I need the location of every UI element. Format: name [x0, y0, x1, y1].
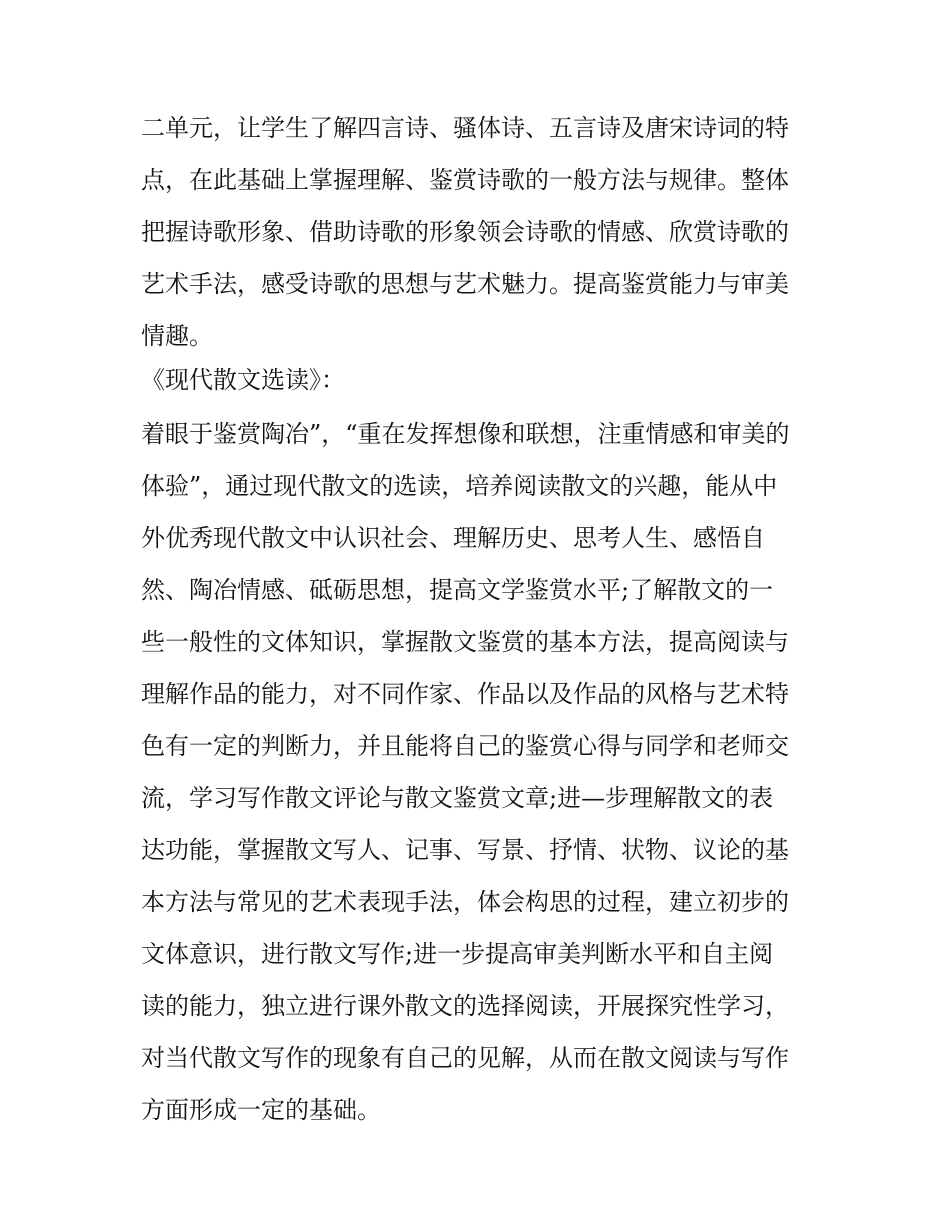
paragraph-line: 体验”，通过现代散文的选读，培养阅读散文的兴趣，能从中 — [141, 472, 778, 500]
paragraph-line: 点，在此基础上掌握理解、鉴赏诗歌的一般方法与规律。整体 — [141, 166, 789, 194]
paragraph-line: 本方法与常见的艺术表现手法，体会构思的过程，建立初步的 — [141, 888, 789, 916]
section-heading: 《现代散文选读》： — [141, 366, 345, 394]
paragraph-line: 把握诗歌形象、借助诗歌的形象领会诗歌的情感、欣赏诗歌的 — [141, 218, 789, 246]
paragraph-line: 着眼于鉴赏陶冶”，“重在发挥想像和联想，注重情感和审美的 — [141, 420, 790, 448]
paragraph-line: 艺术手法，感受诗歌的思想与艺术魅力。提高鉴赏能力与审美 — [141, 270, 789, 298]
paragraph-line: 达功能，掌握散文写人、记事、写景、抒情、状物、议论的基 — [141, 836, 789, 864]
paragraph-line: 然、陶冶情感、砥砺思想，提高文学鉴赏水平;了解散文的一 — [141, 576, 774, 604]
paragraph-line: 方面形成一定的基础。 — [141, 1096, 381, 1124]
paragraph-line: 二单元，让学生了解四言诗、骚体诗、五言诗及唐宋诗词的特 — [141, 114, 789, 142]
paragraph-line: 色有一定的判断力，并且能将自己的鉴赏心得与同学和老师交 — [141, 732, 789, 760]
paragraph-line: 些一般性的文体知识，掌握散文鉴赏的基本方法，提高阅读与 — [141, 628, 789, 656]
paragraph-line: 情趣。 — [141, 322, 213, 350]
paragraph-line: 读的能力，独立进行课外散文的选择阅读，开展探究性学习， — [141, 992, 789, 1020]
paragraph-line: 流，学习写作散文评论与散文鉴赏文章;进—步理解散文的表 — [141, 784, 774, 812]
paragraph-line: 文体意识，进行散文写作;进一步提高审美判断水平和自主阅 — [141, 940, 774, 968]
paragraph-line: 理解作品的能力，对不同作家、作品以及作品的风格与艺术特 — [141, 680, 789, 708]
paragraph-line: 对当代散文写作的现象有自己的见解，从而在散文阅读与写作 — [141, 1044, 789, 1072]
body-paragraph — [141, 408, 811, 1136]
paragraph-line: 外优秀现代散文中认识社会、理解历史、思考人生、感悟自 — [141, 524, 765, 552]
section-heading-container — [141, 358, 811, 402]
intro-paragraph — [141, 102, 811, 362]
